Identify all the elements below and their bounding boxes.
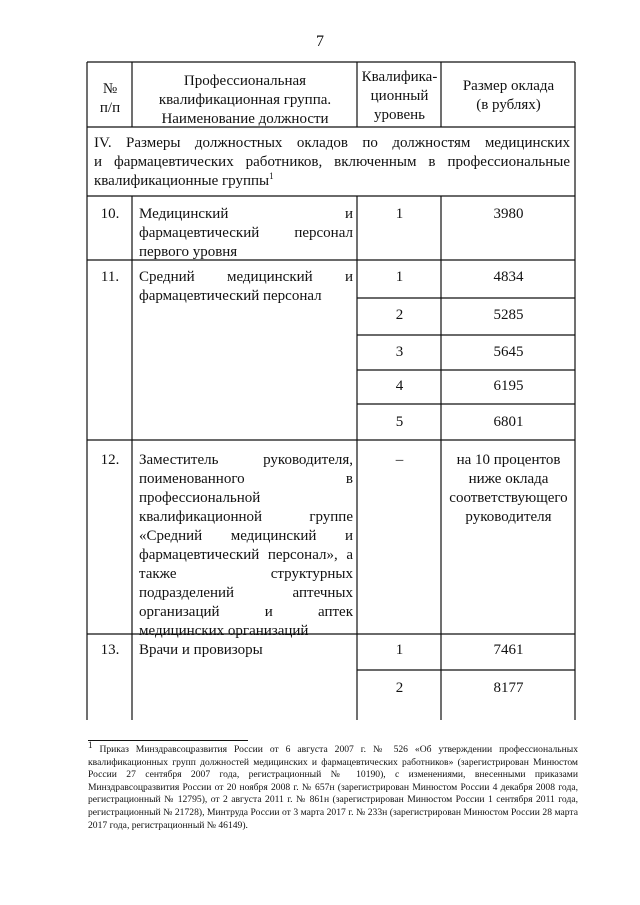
row-11-salary-1: 4834 [493,269,524,285]
section-line: IV. Размеры должностных окладов по должностям медицинских [94,135,570,151]
header-level-line: ционный [370,88,429,104]
row-11-salary-4: 6195 [493,378,524,394]
row-11-name [139,268,353,306]
header-level-line: уровень [373,107,426,123]
footnote-reference: 1 [269,171,274,181]
header-group-line: Наименование должности [161,111,329,127]
row-13-salary-1: 7461 [493,642,524,658]
row-name-line: Медицинский и [139,206,353,222]
row-name-line: квалификационной группе [139,509,353,525]
row-name-line: поименованного в [139,471,353,487]
row-11-level-1: 1 [395,269,404,285]
row-salary-line: на 10 процентов [456,452,561,468]
row-12-name [139,451,353,641]
header-level-line: Квалифика- [361,69,438,85]
row-11-level-2: 2 [395,307,404,323]
row-salary-line: руководителя [465,509,552,525]
footnote-mark: 1 [88,739,93,750]
row-name-line: подразделений аптечных [139,585,353,601]
row-13-level-1: 1 [395,642,404,658]
row-salary-line: соответствующего [449,490,568,506]
header-group-line: квалификационная группа. [158,92,332,108]
footnote-divider [88,740,248,741]
row-salary-line: ниже оклада [468,471,549,487]
row-name-line: первого уровня [139,244,238,260]
footnote-text: Приказ Минздравсоцразвития России от 6 августа 2007 г. № 526 «Об утверждении профессиональных квалификационных групп должностей медицинских и фармацевтических работников» (зарегистрирован Минюстом России 27 сентября 2007 года, регистрационный № 10190), с изменениями, внесенными приказами Минздравсоцразвития России от 20 ноября 2008 г. № 657н (зарегистрирован Минюстом России 4 декабря 2008 года, регистрационный № 12795), от 2 августа 2011 г. № 861н (зарегистрирован Минюстом России 1 сентября 2011 года, регистрационный № 21728), Минтруда России от 3 марта 2017 г. № 233н (зарегистрирован Минюстом России 28 марта 2017 года, регистрационный № 46149). [88,744,578,831]
header-number [88,80,132,118]
row-12-number: 12. [100,452,120,468]
row-name-line: профессиональной [139,490,261,506]
page-number: 7 [316,33,324,50]
header-group-line: Профессиональная [183,73,307,89]
row-13-number: 13. [100,642,120,658]
row-10-name [139,205,353,262]
row-11-level-5: 5 [395,414,404,430]
row-10-number: 10. [100,206,120,222]
header-salary-line: (в рублях) [476,97,541,113]
header-group [133,72,357,129]
row-13-name: Врачи и провизоры [139,642,263,658]
row-11-salary-5: 6801 [493,414,524,430]
header-number-line: № [102,81,118,97]
row-13-level-2: 2 [395,680,404,696]
row-11-salary-2: 5285 [493,307,524,323]
row-12-level: – [395,452,404,468]
section-last-text: квалификационные группы [94,173,270,189]
row-12-salary [442,451,575,527]
section-line: и фармацевтических работников, включенным в профессиональные [94,154,570,170]
header-level [358,68,441,125]
section-heading [94,134,570,191]
row-13-salary-2: 8177 [493,680,524,696]
header-number-line: п/п [99,100,121,116]
row-name-line: фармацевтический персонал [139,225,353,241]
row-11-level-4: 4 [395,378,404,394]
row-11-salary-3: 5645 [493,344,524,360]
header-salary [442,77,575,115]
header-salary-line: Размер оклада [462,78,555,94]
row-10-salary-1: 3980 [493,206,524,222]
row-11-number: 11. [100,269,120,285]
row-name-line: организаций и аптек [139,604,353,620]
row-name-line: Заместитель руководителя, [139,452,353,468]
section-last-line [94,172,570,191]
row-name-line: фармацевтический персонал [139,288,322,304]
row-name-line: фармацевтический персонал», а [139,547,353,563]
row-10-level-1: 1 [395,206,404,222]
row-name-line: медицинских организаций [139,623,309,639]
row-11-level-3: 3 [395,344,404,360]
row-name-line: «Средний медицинский и [139,528,353,544]
footnote [88,739,578,832]
row-name-line: также структурных [139,566,353,582]
row-name-line: Средний медицинский и [139,269,353,285]
